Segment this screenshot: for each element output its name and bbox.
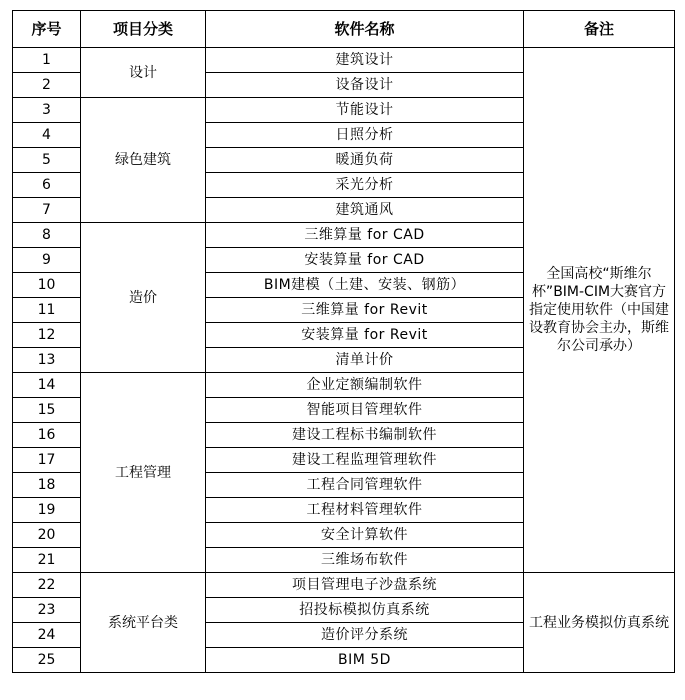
software-name: 企业定额编制软件 bbox=[206, 373, 524, 398]
row-number: 18 bbox=[13, 473, 81, 498]
row-number: 4 bbox=[13, 123, 81, 148]
row-number: 19 bbox=[13, 498, 81, 523]
software-name: 招投标模拟仿真系统 bbox=[206, 598, 524, 623]
row-number: 24 bbox=[13, 623, 81, 648]
software-name: 项目管理电子沙盘系统 bbox=[206, 573, 524, 598]
row-number: 8 bbox=[13, 223, 81, 248]
software-name: 三维场布软件 bbox=[206, 548, 524, 573]
category-cell-design: 设计 bbox=[81, 48, 206, 98]
row-number: 17 bbox=[13, 448, 81, 473]
row-number: 12 bbox=[13, 323, 81, 348]
row-number: 25 bbox=[13, 648, 81, 673]
row-number: 2 bbox=[13, 73, 81, 98]
row-number: 1 bbox=[13, 48, 81, 73]
document-page bbox=[12, 10, 675, 673]
row-number: 5 bbox=[13, 148, 81, 173]
software-name: 建筑通风 bbox=[206, 198, 524, 223]
row-number: 3 bbox=[13, 98, 81, 123]
software-name: 采光分析 bbox=[206, 173, 524, 198]
row-number: 23 bbox=[13, 598, 81, 623]
header-no: 序号 bbox=[13, 11, 81, 48]
row-number: 21 bbox=[13, 548, 81, 573]
row-number: 14 bbox=[13, 373, 81, 398]
row-number: 16 bbox=[13, 423, 81, 448]
category-cell-green: 绿色建筑 bbox=[81, 98, 206, 223]
software-name: 智能项目管理软件 bbox=[206, 398, 524, 423]
software-name: BIM 5D bbox=[206, 648, 524, 673]
software-name: 造价评分系统 bbox=[206, 623, 524, 648]
row-number: 6 bbox=[13, 173, 81, 198]
header-row bbox=[13, 11, 675, 48]
software-name: 安装算量 for CAD bbox=[206, 248, 524, 273]
software-name: 设备设计 bbox=[206, 73, 524, 98]
category-cell-platform: 系统平台类 bbox=[81, 573, 206, 673]
remark-cell-simulation: 工程业务模拟仿真系统 bbox=[524, 573, 675, 673]
header-category: 项目分类 bbox=[81, 11, 206, 48]
software-name: 建设工程标书编制软件 bbox=[206, 423, 524, 448]
row-number: 7 bbox=[13, 198, 81, 223]
software-name: 清单计价 bbox=[206, 348, 524, 373]
software-name: BIM建模（土建、安装、钢筋） bbox=[206, 273, 524, 298]
software-name: 工程合同管理软件 bbox=[206, 473, 524, 498]
software-name: 安全计算软件 bbox=[206, 523, 524, 548]
remark-cell-competition: 全国高校“斯维尔杯”BIM-CIM大赛官方指定使用软件（中国建设教育协会主办，斯维尔公司承办） bbox=[524, 48, 675, 573]
software-name: 三维算量 for Revit bbox=[206, 298, 524, 323]
row-number: 11 bbox=[13, 298, 81, 323]
row-number: 10 bbox=[13, 273, 81, 298]
software-name: 节能设计 bbox=[206, 98, 524, 123]
header-remark: 备注 bbox=[524, 11, 675, 48]
row-number: 13 bbox=[13, 348, 81, 373]
software-name: 建设工程监理管理软件 bbox=[206, 448, 524, 473]
category-cell-mgmt: 工程管理 bbox=[81, 373, 206, 573]
software-table bbox=[12, 10, 675, 673]
software-name: 暖通负荷 bbox=[206, 148, 524, 173]
row-number: 9 bbox=[13, 248, 81, 273]
row-number: 15 bbox=[13, 398, 81, 423]
category-cell-cost: 造价 bbox=[81, 223, 206, 373]
table-row bbox=[13, 573, 675, 598]
software-name: 工程材料管理软件 bbox=[206, 498, 524, 523]
software-name: 建筑设计 bbox=[206, 48, 524, 73]
software-name: 安装算量 for Revit bbox=[206, 323, 524, 348]
row-number: 22 bbox=[13, 573, 81, 598]
table-row bbox=[13, 48, 675, 73]
row-number: 20 bbox=[13, 523, 81, 548]
software-name: 三维算量 for CAD bbox=[206, 223, 524, 248]
header-software: 软件名称 bbox=[206, 11, 524, 48]
software-name: 日照分析 bbox=[206, 123, 524, 148]
